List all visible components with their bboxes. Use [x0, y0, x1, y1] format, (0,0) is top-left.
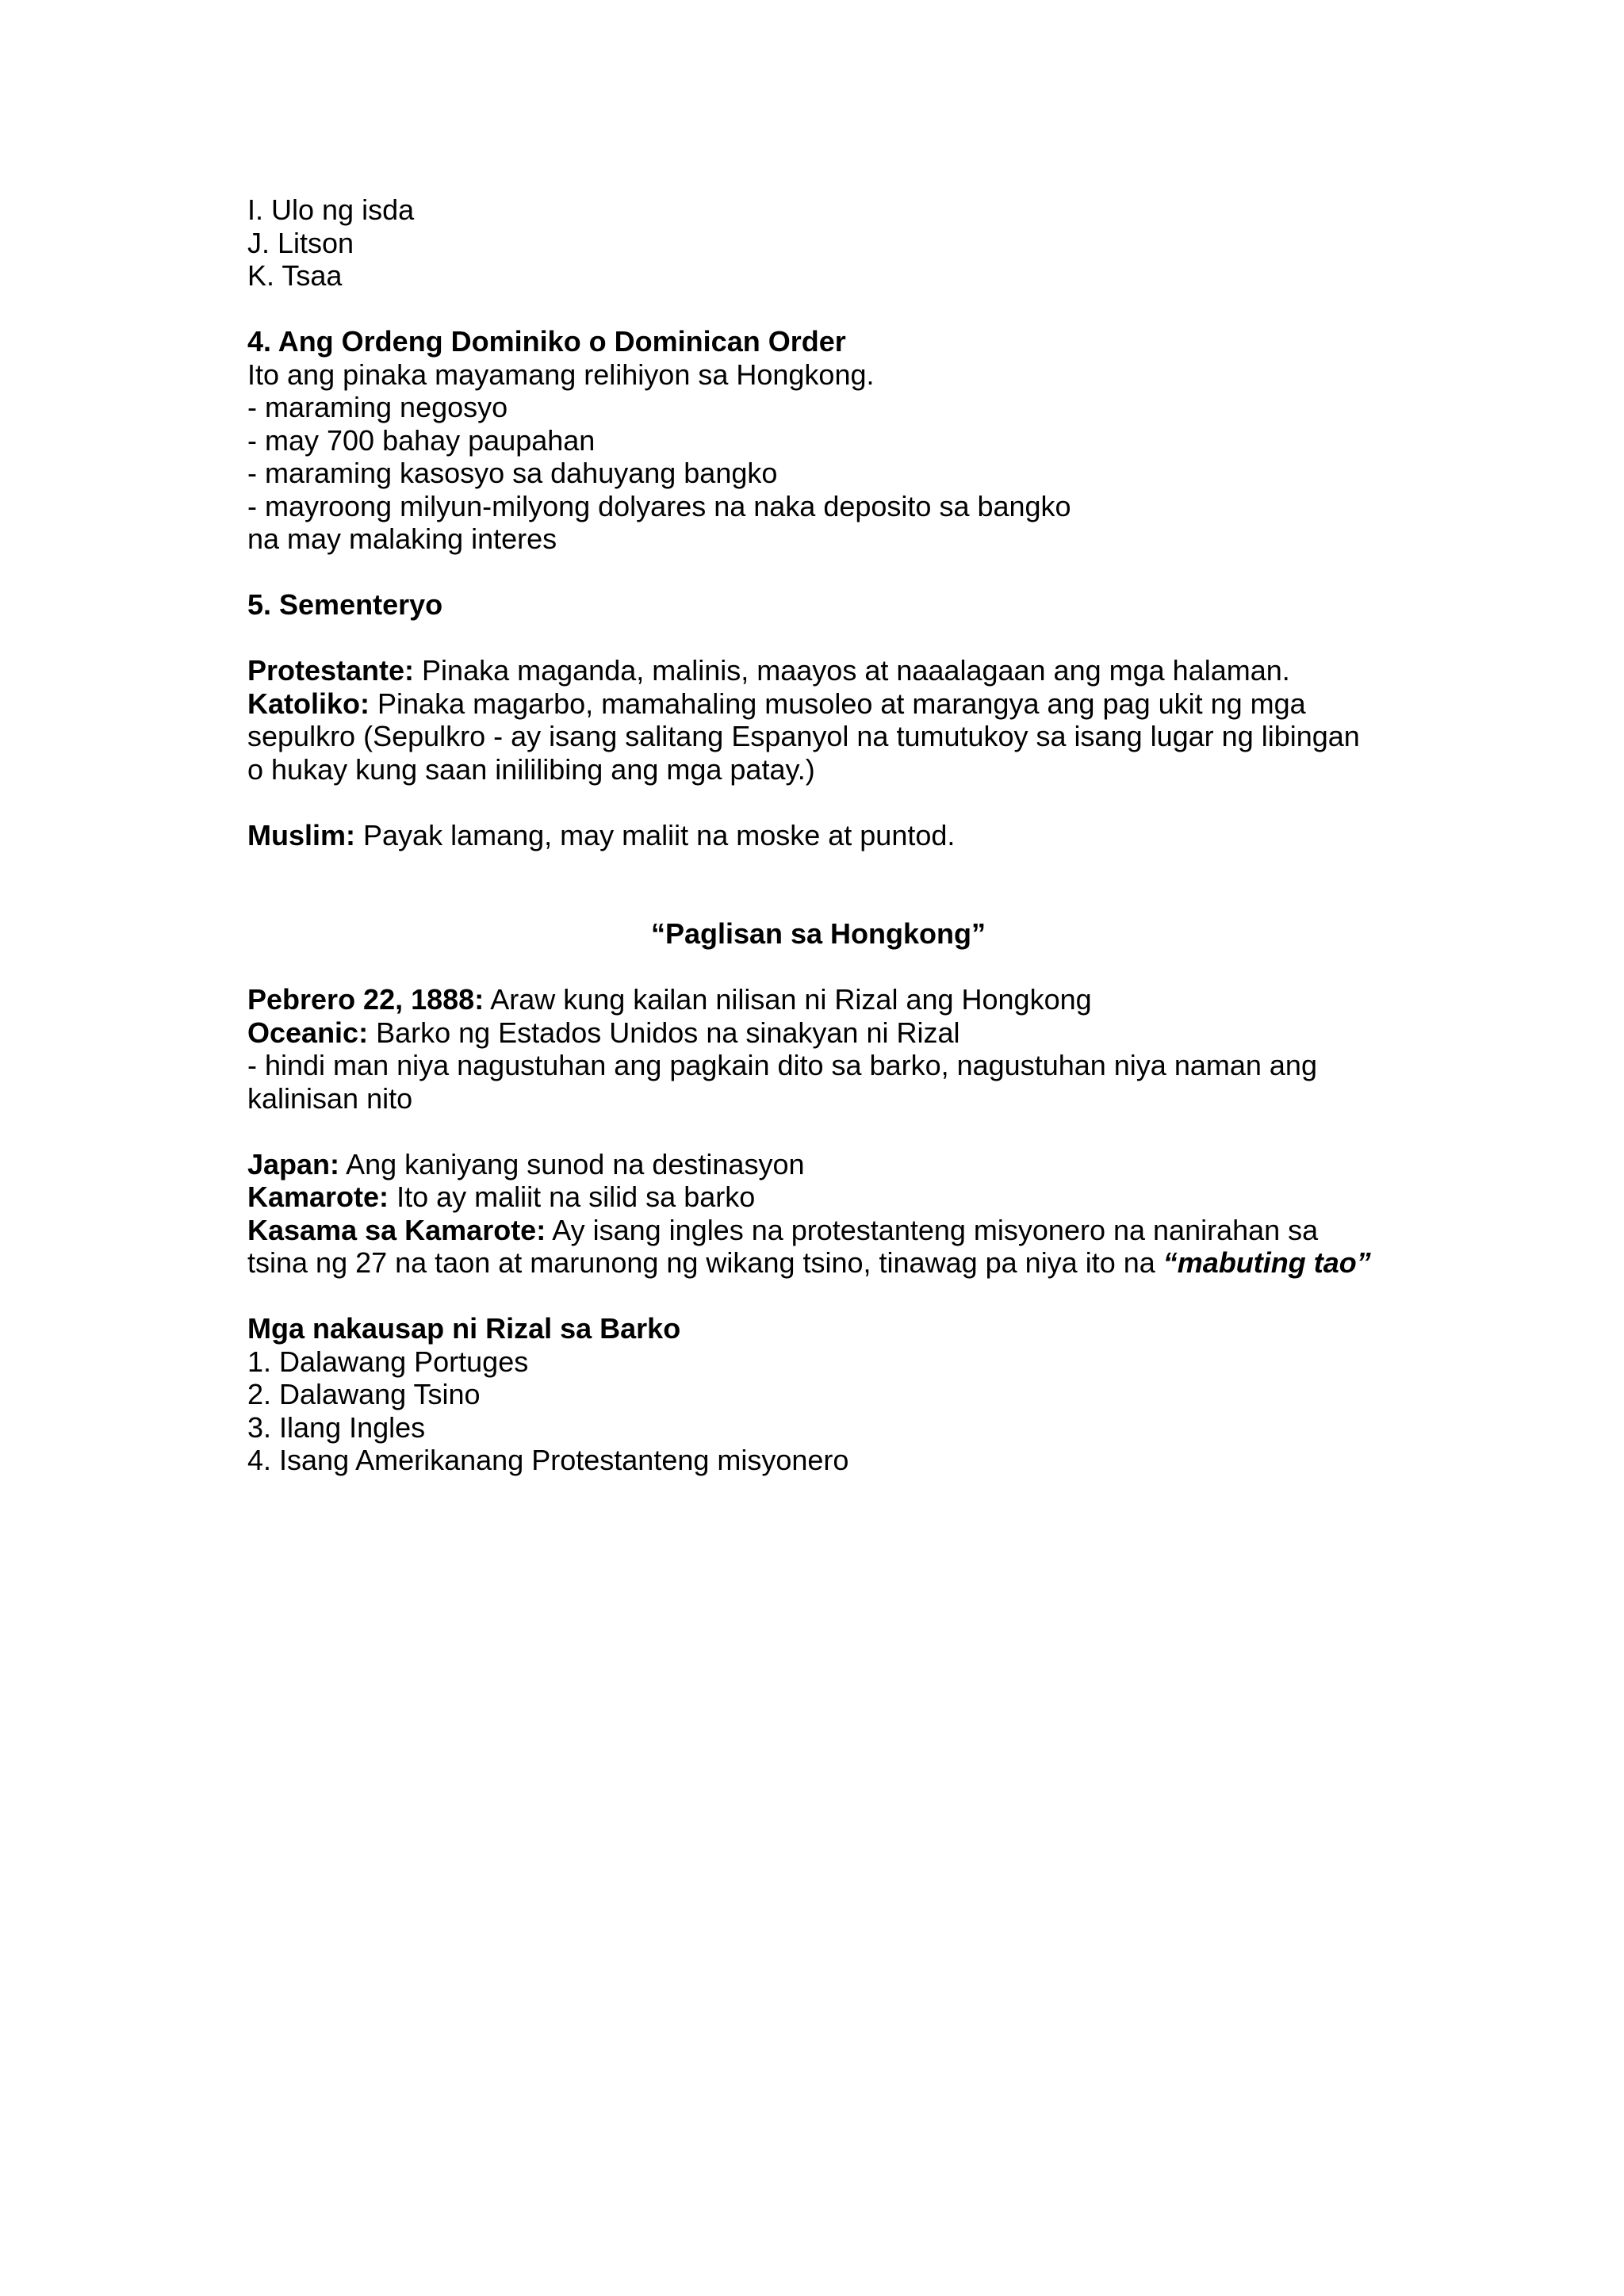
protestante-text: Pinaka maganda, malinis, maayos at naaalagaan ang mga halaman. [414, 654, 1290, 687]
japan-label: Japan: [247, 1147, 340, 1181]
note-line: - hindi man niya nagustuhan ang pagkain dito sa barko, nagustuhan niya naman ang [247, 1049, 1317, 1081]
katoliko-line [247, 687, 1389, 721]
list-item: 2. Dalawang Tsino [247, 1378, 481, 1410]
katoliko-line-3: o hukay kung saan inililibing ang mga patay.) [247, 752, 815, 786]
spacer [247, 1280, 1389, 1313]
spacer [247, 851, 1389, 917]
kasama-line [247, 1214, 1389, 1247]
bullet-item: - maraming kasosyo sa dahuyang bangko [247, 457, 778, 489]
paglisan-title: “Paglisan sa Hongkong” [650, 917, 986, 950]
katoliko-label: Katoliko: [247, 687, 370, 720]
oceanic-line [247, 1016, 1389, 1050]
kamarote-text: Ito ay maliit na silid sa barko [389, 1181, 756, 1213]
katoliko-line-2: sepulkro (Sepulkro - ay isang salitang Espanyol na tumutukoy sa isang lugar ng libingan [247, 720, 1360, 752]
list-item: I. Ulo ng isda [247, 193, 415, 226]
kasama-text: Ay isang ingles na protestanteng misyonero na nanirahan sa [546, 1213, 1319, 1246]
spacer [247, 556, 1389, 589]
spacer [247, 622, 1389, 655]
japan-line [247, 1148, 1389, 1181]
list-item: 3. Ilang Ingles [247, 1410, 426, 1444]
kasama-text-2: tsina ng 27 na taon at marunong ng wikang tsino, tinawag pa niya ito na [247, 1246, 1163, 1279]
muslim-line [247, 819, 1389, 852]
protestante-line [247, 654, 1389, 687]
kasama-label: Kasama sa Kamarote: [247, 1213, 546, 1246]
spacer [247, 951, 1389, 984]
katoliko-text: Pinaka magarbo, mamahaling musoleo at marangya ang pag ukit ng mga [370, 687, 1306, 720]
document-page [247, 193, 1389, 1477]
section-title [247, 917, 1389, 951]
kasama-emphasis: “mabuting tao” [1162, 1246, 1371, 1279]
muslim-label: Muslim: [247, 818, 356, 851]
spacer [247, 293, 1389, 326]
japan-text: Ang kaniyang sunod na destinasyon [339, 1147, 805, 1181]
muslim-text: Payak lamang, may maliit na moske at puntod. [355, 818, 956, 851]
bullet-item: - mayroong milyun-milyong dolyares na naka deposito sa bangko [247, 489, 1071, 522]
oceanic-label: Oceanic: [247, 1016, 369, 1049]
bullet-item: - may 700 bahay paupahan [247, 423, 596, 457]
section-heading [247, 325, 1389, 358]
section-4-intro: Ito ang pinaka mayamang relihiyon sa Hongkong. [247, 358, 875, 391]
list-item: 1. Dalawang Portuges [247, 1345, 529, 1378]
spacer [247, 786, 1389, 819]
kasama-line-2 [247, 1246, 1389, 1280]
kausap-heading: Mga nakausap ni Rizal sa Barko [247, 1312, 681, 1345]
spacer [247, 1115, 1389, 1148]
oceanic-text: Barko ng Estados Unidos na sinakyan ni Rizal [368, 1016, 960, 1049]
list-item: K. Tsaa [247, 259, 343, 292]
bullet-item: - maraming negosyo [247, 391, 508, 423]
bullet-continuation: na may malaking interes [247, 522, 557, 555]
date-label: Pebrero 22, 1888: [247, 983, 485, 1016]
section-4-heading: 4. Ang Ordeng Dominiko o Dominican Order [247, 325, 846, 358]
date-text: Araw kung kailan nilisan ni Rizal ang Hongkong [484, 983, 1092, 1016]
list-item: 4. Isang Amerikanang Protestanteng misyonero [247, 1444, 849, 1476]
protestante-label: Protestante: [247, 654, 415, 687]
list-item: J. Litson [247, 226, 354, 259]
kamarote-line [247, 1181, 1389, 1214]
date-line [247, 983, 1389, 1016]
note-line-2: kalinisan nito [247, 1081, 413, 1115]
kamarote-label: Kamarote: [247, 1181, 389, 1213]
section-5-heading: 5. Sementeryo [247, 588, 443, 621]
section-heading [247, 588, 1389, 622]
section-heading [247, 1312, 1389, 1345]
